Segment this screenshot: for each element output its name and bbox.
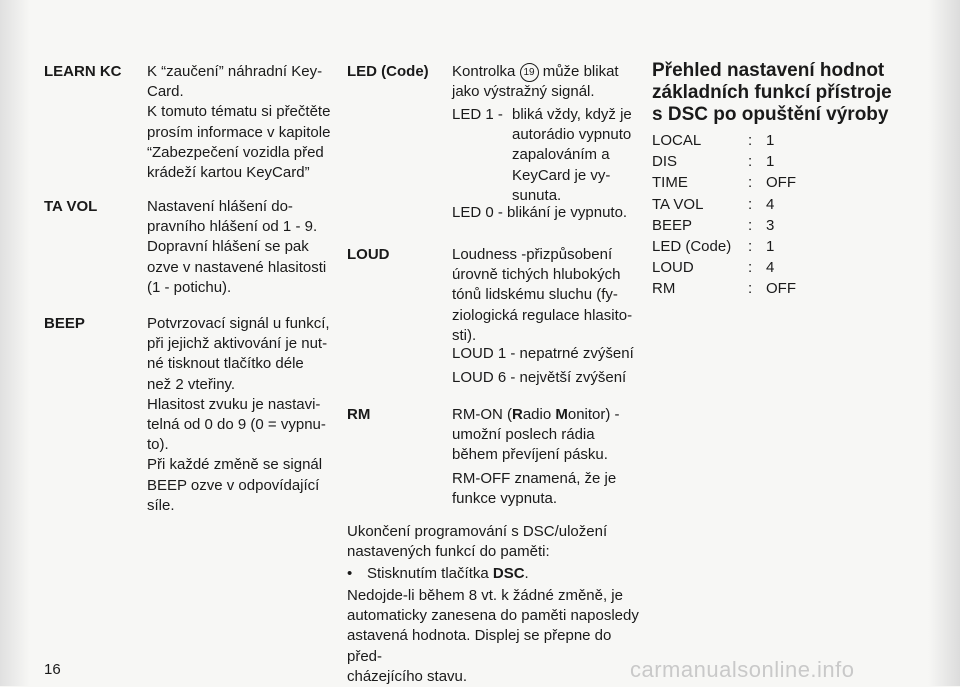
text-span: R xyxy=(512,406,523,423)
text-line: Nastavení hlášení do- xyxy=(147,198,293,215)
led0-line: LED 0 - blikání je vypnuto. xyxy=(452,204,628,221)
text-line: Dopravní hlášení se pak xyxy=(147,238,309,256)
setting-value: 1 xyxy=(766,153,775,171)
text-span: Stisknutím tlačítka xyxy=(367,565,493,582)
text-line: jako výstražný signál. xyxy=(452,83,595,101)
desc-beep xyxy=(147,314,337,516)
text-line: síle. xyxy=(147,496,175,514)
separator: : xyxy=(748,280,753,298)
setting-name: LOCAL xyxy=(652,132,702,149)
setting-value: 1 xyxy=(766,132,775,149)
bullet-dot: • xyxy=(347,565,353,582)
text-span: M xyxy=(555,406,568,423)
led1-label: LED 1 - xyxy=(452,106,503,123)
page-number: 16 xyxy=(44,661,61,678)
text-line: Při každé změně se signál xyxy=(147,456,323,474)
setting-name: LOUD xyxy=(652,259,694,277)
page-edge-right xyxy=(928,0,960,686)
text-line: Hlasitost zvuku je nastavi- xyxy=(147,395,321,413)
text-line: (1 - potichu). xyxy=(147,278,232,296)
separator: : xyxy=(748,216,753,234)
setting-name: TA VOL xyxy=(652,195,704,213)
setting-value: 4 xyxy=(766,195,775,213)
end-programming-text xyxy=(347,522,642,562)
table-row xyxy=(652,151,796,172)
text-line: astavená hodnota. Displej se přepne do před- xyxy=(347,627,612,665)
bullet-item xyxy=(347,564,642,584)
text-line: Card. xyxy=(147,83,184,101)
text-line: zapalováním a xyxy=(512,146,610,164)
title-line: základních funkcí přístroje xyxy=(652,82,892,103)
text-line: Ukončení programování s DSC/uložení xyxy=(347,523,608,540)
separator: : xyxy=(748,195,753,213)
term-loud: LOUD xyxy=(347,246,390,263)
text-line: telná od 0 do 9 (0 = vypnu- xyxy=(147,416,326,434)
setting-name: BEEP xyxy=(652,216,693,234)
text-span: DSC xyxy=(492,565,525,582)
led-intro-line xyxy=(452,62,637,82)
text-line: autorádio vypnuto xyxy=(512,126,632,144)
term-led-code: LED (Code) xyxy=(347,63,429,80)
text-line: pravního hlášení od 1 - 9. xyxy=(147,218,318,236)
separator: : xyxy=(748,132,753,149)
text-span: Kontrolka xyxy=(452,63,516,80)
term-learn-kc: LEARN KC xyxy=(44,63,122,80)
separator: : xyxy=(748,153,753,171)
text-line: K tomuto tématu si přečtěte xyxy=(147,103,331,121)
text-line: bliká vždy, když je xyxy=(512,106,632,123)
title-line: s DSC po opuštění výroby xyxy=(652,104,889,125)
factory-settings-table xyxy=(652,130,796,300)
text-span: onitor) - xyxy=(567,406,620,423)
text-line: funkce vypnuta. xyxy=(452,490,558,508)
setting-name: TIME xyxy=(652,174,688,192)
text-line: KeyCard je vy- xyxy=(512,166,611,184)
factory-settings-title xyxy=(652,60,932,126)
separator: : xyxy=(748,238,753,256)
final-paragraph xyxy=(347,586,642,687)
setting-value: OFF xyxy=(766,280,796,298)
desc-rm xyxy=(452,405,642,466)
setting-name: DIS xyxy=(652,153,678,171)
text-line: Potvrzovací signál u funkcí, xyxy=(147,315,330,332)
text-span: RM-ON ( xyxy=(452,406,512,423)
rm-off-desc xyxy=(452,469,642,509)
circled-number-19: 19 xyxy=(520,63,539,82)
separator: : xyxy=(748,259,753,277)
text-line: tónů lidskému sluchu (fy- xyxy=(452,286,618,304)
setting-value: 4 xyxy=(766,259,775,277)
text-line: umožní poslech rádia xyxy=(452,426,595,444)
text-line: K “zaučení” náhradní Key- xyxy=(147,63,323,80)
page-edge-left xyxy=(0,0,30,686)
text-line: né tisknout tlačítko déle xyxy=(147,355,304,373)
setting-value: OFF xyxy=(766,174,796,192)
table-row xyxy=(652,130,796,151)
led1-desc xyxy=(512,105,642,206)
text-line: cházejícího stavu. xyxy=(347,667,468,685)
text-line: automaticky zanesena do paměti naposledy xyxy=(347,607,639,625)
text-line: než 2 vteřiny. xyxy=(147,375,236,393)
text-line: “Zabezpečení vozidla před xyxy=(147,143,324,161)
text-line: krádeží kartou KeyCard” xyxy=(147,164,310,182)
table-row xyxy=(652,257,796,278)
text-span: . xyxy=(524,565,529,582)
text-line: úrovně tichých hlubokých xyxy=(452,266,621,284)
text-line: při jejichž aktivování je nut- xyxy=(147,335,328,353)
text-line: sti). xyxy=(452,326,477,344)
term-beep: BEEP xyxy=(44,315,85,332)
table-row xyxy=(652,194,796,215)
text-line: BEEP ozve v odpovídající xyxy=(147,476,320,494)
setting-value: 3 xyxy=(766,216,775,234)
table-row xyxy=(652,278,796,299)
desc-ta-vol xyxy=(147,197,337,298)
table-row xyxy=(652,172,796,193)
separator: : xyxy=(748,174,753,192)
loud1-line: LOUD 1 - nepatrné zvýšení xyxy=(452,345,634,362)
text-span: může blikat xyxy=(542,63,619,80)
table-row xyxy=(652,236,796,257)
setting-name: LED (Code) xyxy=(652,238,732,256)
text-line: to). xyxy=(147,436,169,454)
rm-on-line xyxy=(452,405,642,425)
loud6-line: LOUD 6 - největší zvýšení xyxy=(452,369,627,386)
title-line: Přehled nastavení hodnot xyxy=(652,60,885,81)
text-line: nastavených funkcí do paměti: xyxy=(347,543,550,561)
text-line: Loudness -přizpůsobení xyxy=(452,246,613,263)
setting-value: 1 xyxy=(766,238,775,256)
desc-learn-kc xyxy=(147,62,337,183)
watermark-text: carmanualsonline.info xyxy=(630,657,855,682)
text-line: RM-OFF znamená, že je xyxy=(452,470,617,487)
term-ta-vol: TA VOL xyxy=(44,198,98,215)
text-line: sunuta. xyxy=(512,186,562,204)
desc-led-code xyxy=(452,62,637,102)
term-rm: RM xyxy=(347,406,371,423)
desc-loud xyxy=(452,245,642,346)
setting-name: RM xyxy=(652,280,676,298)
table-row xyxy=(652,215,796,236)
text-span: adio xyxy=(522,406,556,423)
text-line: Nedojde-li během 8 vt. k žádné změně, je xyxy=(347,587,623,604)
text-line: během převíjení pásku. xyxy=(452,446,608,464)
text-line: prosím informace v kapitole xyxy=(147,123,331,141)
text-line: ziologická regulace hlasito- xyxy=(452,306,633,324)
text-line: ozve v nastavené hlasitosti xyxy=(147,258,327,276)
